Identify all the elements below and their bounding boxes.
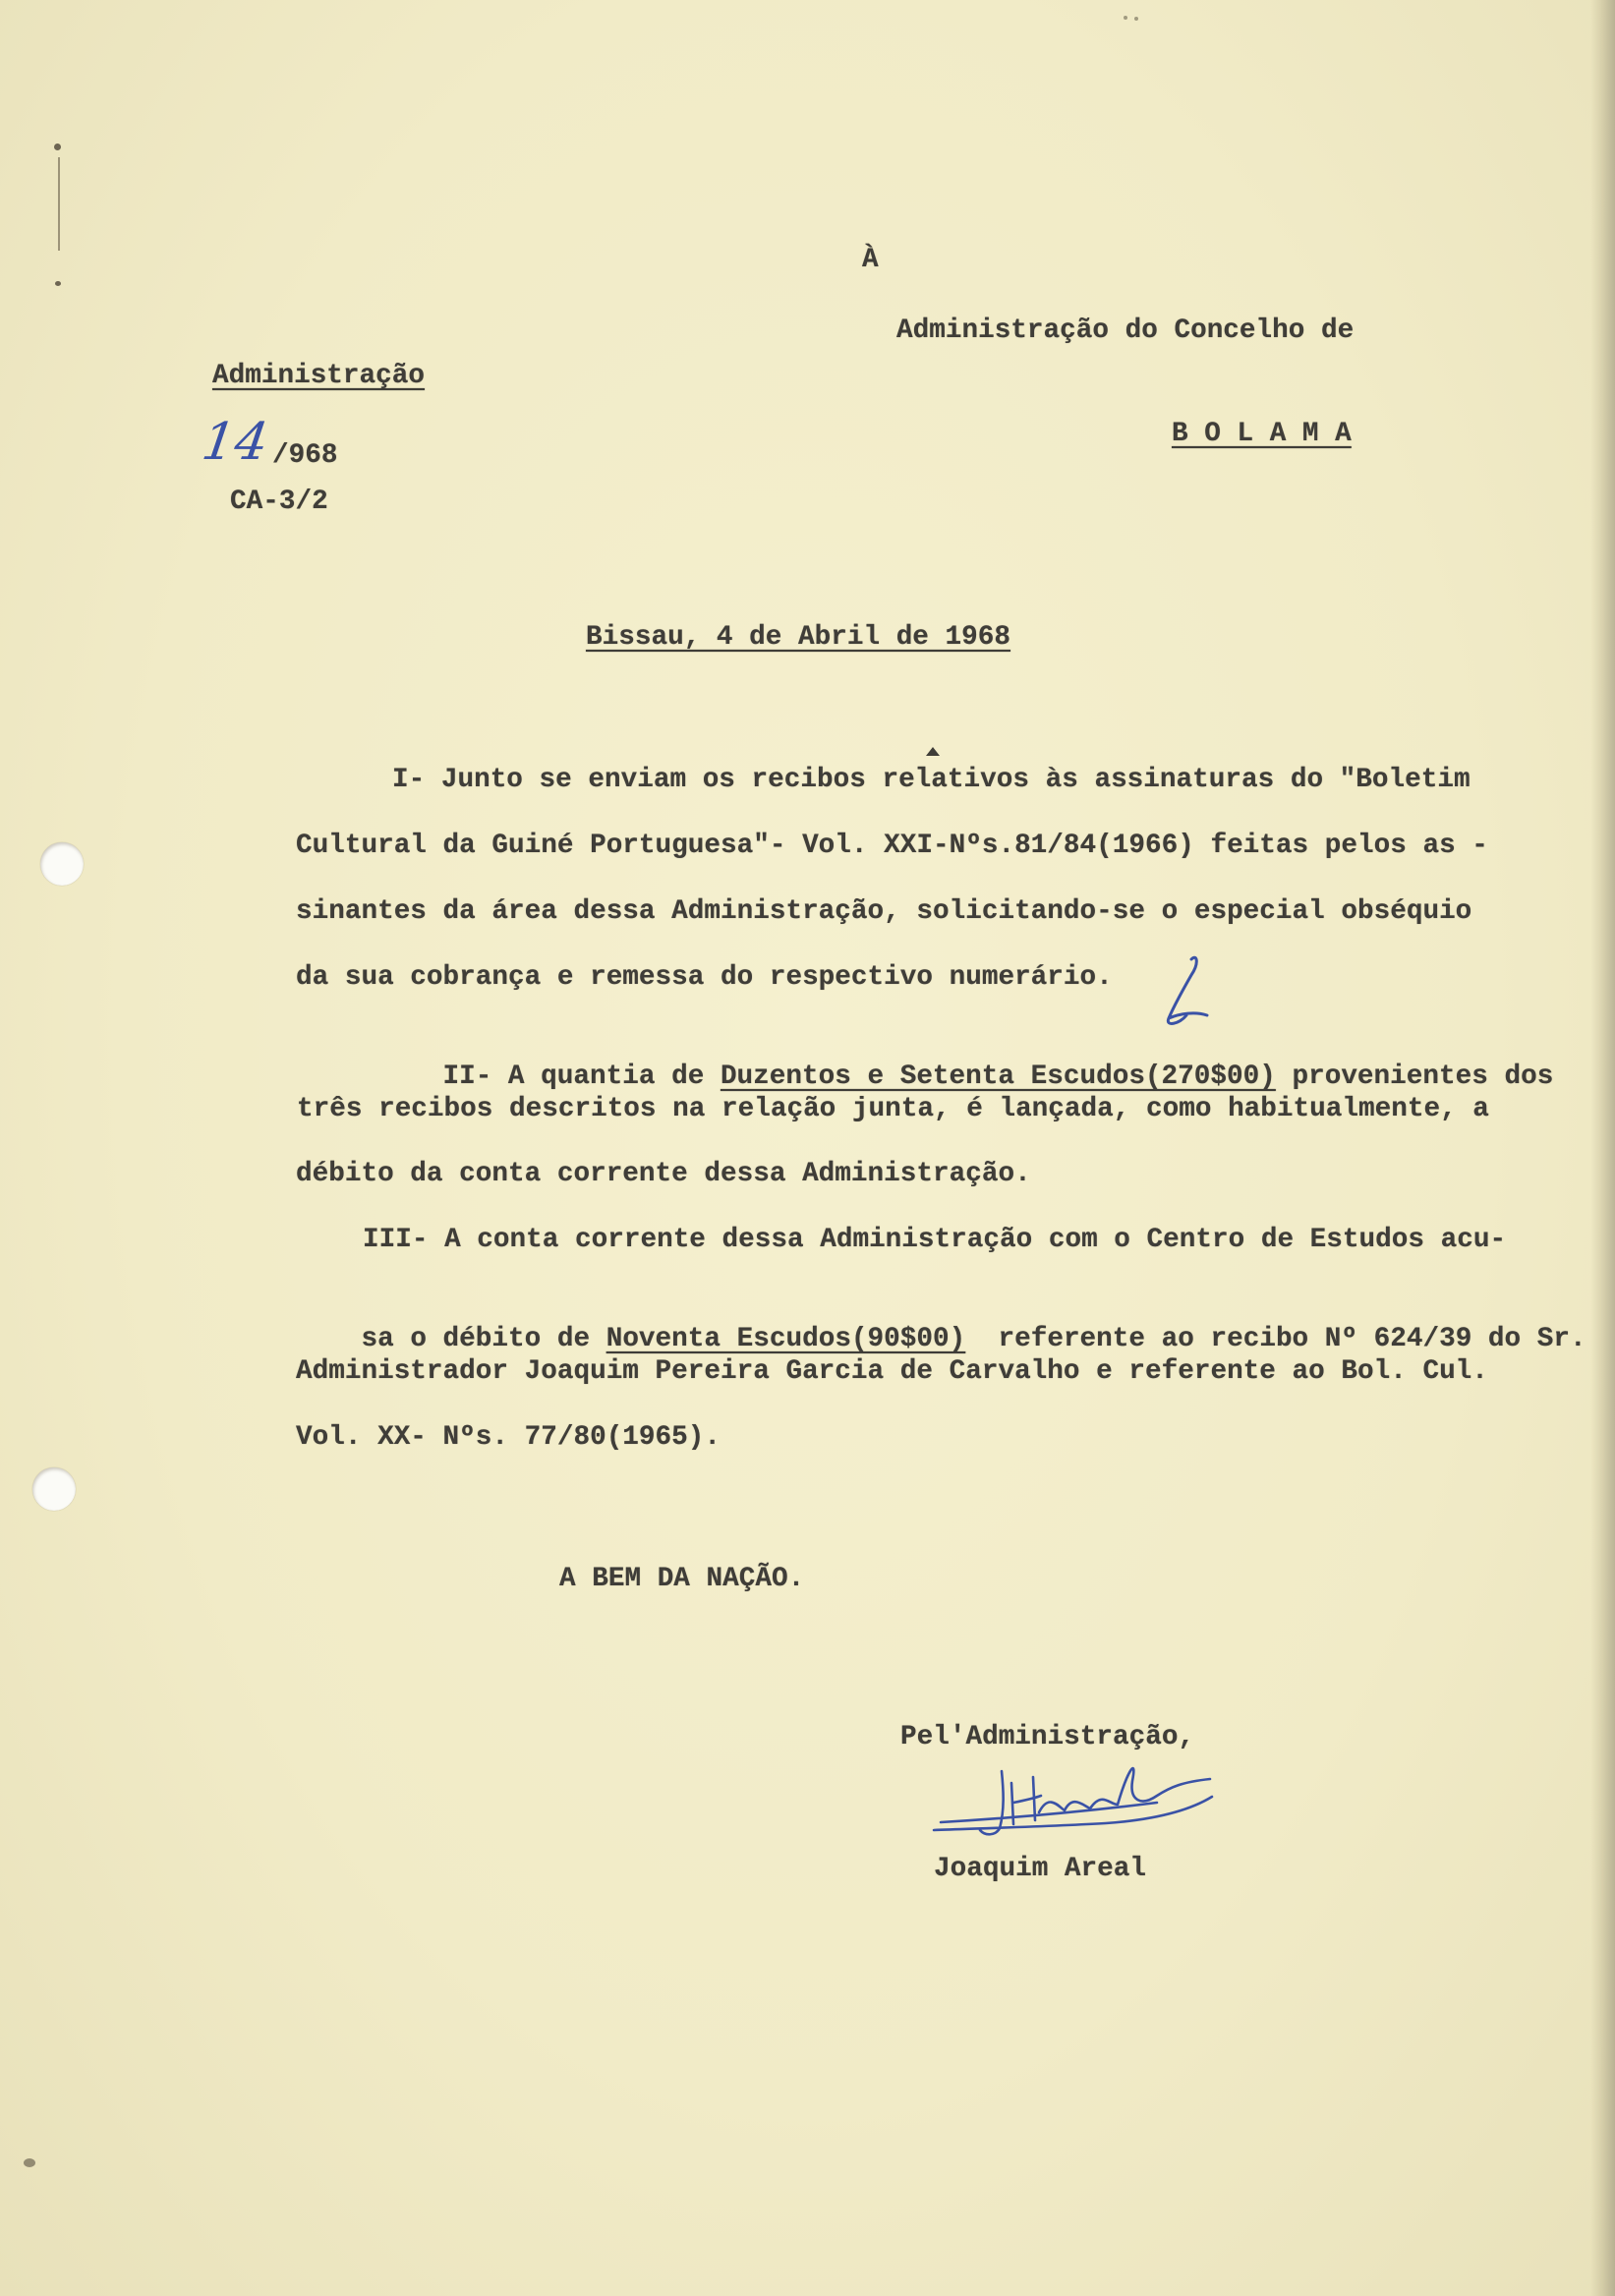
paragraph-2-line-2: três recibos descritos na relação junta, é lançada, como habitualmente, a xyxy=(297,1094,1489,1124)
caret-mark xyxy=(926,747,940,757)
edge-speck xyxy=(1134,17,1138,21)
edge-speck xyxy=(1124,16,1127,20)
paragraph-1-line-4: da sua cobrança e remessa do respectivo numerário. xyxy=(296,962,1113,993)
paragraph-3-text-after: referente ao recibo Nº 624/39 do Sr. xyxy=(965,1324,1586,1354)
paragraph-3-line-3: Administrador Joaquim Pereira Garcia de Carvalho e referente ao Bol. Cul. xyxy=(296,1356,1488,1387)
reference-file-code: CA-3/2 xyxy=(230,487,328,517)
paragraph-2-text-before: II- A quantia de xyxy=(442,1062,721,1092)
paragraph-2-line-3: débito da conta corrente dessa Administração. xyxy=(296,1159,1031,1189)
punch-hole xyxy=(40,842,84,886)
paragraph-2-text-after: provenientes dos xyxy=(1275,1062,1554,1092)
reference-department: Administração xyxy=(212,361,425,391)
paragraph-3-text-before: sa o débito de xyxy=(361,1324,606,1354)
signature-scribble xyxy=(929,1750,1224,1853)
amount-underlined: Noventa Escudos(90$00) xyxy=(606,1324,966,1354)
salutation: A BEM DA NAÇÃO. xyxy=(559,1564,805,1594)
paragraph-1-line-2: Cultural da Guiné Portuguesa"- Vol. XXI-Nºs.81/84(1966) feitas pelos as - xyxy=(296,831,1488,861)
punch-hole xyxy=(32,1467,76,1511)
margin-speck xyxy=(55,281,61,286)
signature-on-behalf: Pel'Administração, xyxy=(900,1722,1195,1752)
date-line: Bissau, 4 de Abril de 1968 xyxy=(586,622,1010,653)
edge-speck xyxy=(24,2158,35,2167)
margin-mark xyxy=(58,157,60,251)
addressee-place: B O L A M A xyxy=(1172,419,1352,449)
addressee-accent: À xyxy=(862,245,879,275)
handwritten-mark xyxy=(1150,953,1213,1032)
paragraph-3-line-4: Vol. XX- Nºs. 77/80(1965). xyxy=(296,1422,721,1453)
signatory-name: Joaquim Areal xyxy=(934,1854,1146,1884)
paragraph-1-line-3: sinantes da área dessa Administração, solicitando-se o especial obséquio xyxy=(296,896,1472,927)
paragraph-1-line-1: I- Junto se enviam os recibos relativos às assinaturas do "Boletim xyxy=(392,765,1471,795)
paragraph-3-line-1: III- A conta corrente dessa Administração com o Centro de Estudos acu- xyxy=(363,1225,1507,1255)
reference-number-handwritten: 14 xyxy=(198,413,272,472)
margin-speck xyxy=(54,144,61,150)
reference-number-suffix: /968 xyxy=(272,440,338,471)
amount-underlined: Duzentos e Setenta Escudos(270$00) xyxy=(720,1062,1276,1092)
addressee-line: Administração do Concelho de xyxy=(896,316,1355,346)
